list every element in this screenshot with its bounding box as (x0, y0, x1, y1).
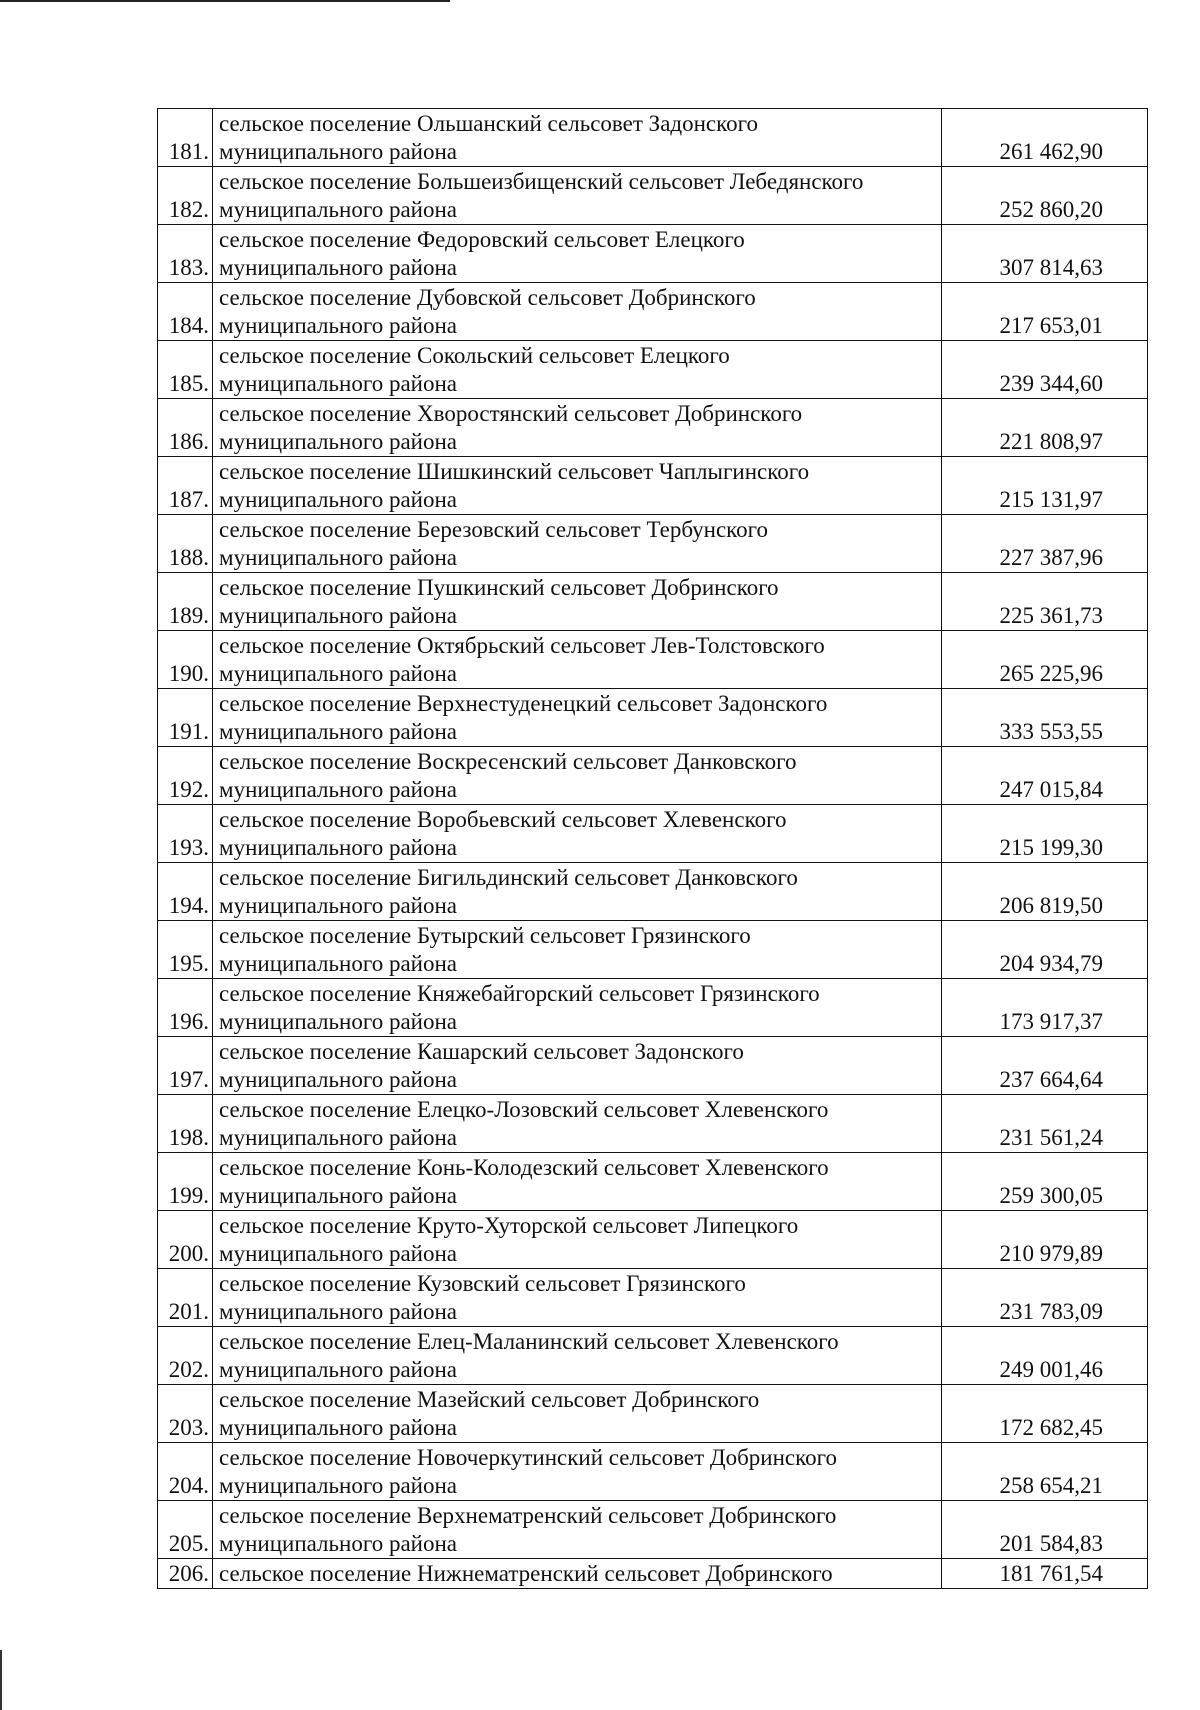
settlement-name (213, 1095, 942, 1153)
table-row (158, 1269, 1148, 1327)
table-row (158, 921, 1148, 979)
amount-value: 181 761,54 (941, 1559, 1147, 1589)
row-number: 196. (158, 979, 213, 1037)
table-row (158, 1385, 1148, 1443)
settlement-name-line-2: муниципального района (219, 1067, 457, 1092)
settlement-name-line-1: сельское поселение Пушкинский сельсовет Добринского (219, 575, 779, 600)
settlement-name-line-1: сельское поселение Воробьевский сельсовет Хлевенского (219, 807, 787, 832)
settlement-name (213, 1385, 942, 1443)
settlement-name-line-2: муниципального района (219, 661, 457, 686)
settlement-name-line-1: сельское поселение Бигильдинский сельсовет Данковского (219, 865, 798, 890)
amount-value: 265 225,96 (941, 631, 1147, 689)
row-number: 185. (158, 341, 213, 399)
settlement-name-line-2: муниципального района (219, 313, 457, 338)
settlement-name-line-2: муниципального района (219, 777, 457, 802)
settlement-name-line-2: муниципального района (219, 139, 457, 164)
settlement-name-line-1: сельское поселение Сокольский сельсовет Елецкого (219, 343, 730, 368)
table-row (158, 1037, 1148, 1095)
row-number: 191. (158, 689, 213, 747)
settlement-name-line-2: муниципального района (219, 1299, 457, 1324)
settlement-name-line-2: муниципального района (219, 1241, 457, 1266)
settlement-name-line-1: сельское поселение Дубовской сельсовет Добринского (219, 285, 756, 310)
row-number: 202. (158, 1327, 213, 1385)
settlement-name-line-1: сельское поселение Нижнематренский сельсовет Добринского (219, 1561, 833, 1586)
settlement-name (213, 921, 942, 979)
row-number: 198. (158, 1095, 213, 1153)
settlement-name-line-1: сельское поселение Ольшанский сельсовет Задонского (219, 111, 758, 136)
settlement-name-line-1: сельское поселение Большеизбищенский сельсовет Лебедянского (219, 169, 864, 194)
settlement-name (213, 167, 942, 225)
table-row (158, 1327, 1148, 1385)
scan-edge-left-mark (0, 1650, 2, 1710)
amount-value: 249 001,46 (941, 1327, 1147, 1385)
settlement-name (213, 1269, 942, 1327)
row-number: 204. (158, 1443, 213, 1501)
table-row (158, 631, 1148, 689)
amount-value: 258 654,21 (941, 1443, 1147, 1501)
table-row (158, 399, 1148, 457)
settlement-name-line-1: сельское поселение Конь-Колодезский сельсовет Хлевенского (219, 1155, 829, 1180)
row-number: 190. (158, 631, 213, 689)
settlement-name-line-2: муниципального района (219, 1125, 457, 1150)
settlement-name-line-2: муниципального района (219, 197, 457, 222)
amount-value: 204 934,79 (941, 921, 1147, 979)
table-body (158, 109, 1148, 1589)
settlement-name (213, 225, 942, 283)
settlement-name-line-1: сельское поселение Елец-Маланинский сельсовет Хлевенского (219, 1329, 839, 1354)
settlement-name-line-1: сельское поселение Шишкинский сельсовет Чаплыгинского (219, 459, 810, 484)
row-number: 206. (158, 1559, 213, 1589)
amount-value: 172 682,45 (941, 1385, 1147, 1443)
settlement-name (213, 1211, 942, 1269)
amount-value: 210 979,89 (941, 1211, 1147, 1269)
table-row (158, 805, 1148, 863)
settlement-name-line-2: муниципального района (219, 1531, 457, 1556)
settlement-name (213, 689, 942, 747)
settlement-name-line-1: сельское поселение Воскресенский сельсовет Данковского (219, 749, 797, 774)
table-row (158, 573, 1148, 631)
table-row (158, 1559, 1148, 1589)
row-number: 183. (158, 225, 213, 283)
settlement-name-line-1: сельское поселение Круто-Хуторской сельсовет Липецкого (219, 1213, 799, 1238)
amount-value: 221 808,97 (941, 399, 1147, 457)
row-number: 201. (158, 1269, 213, 1327)
table-row (158, 109, 1148, 167)
amount-value: 247 015,84 (941, 747, 1147, 805)
settlement-name-line-1: сельское поселение Октябрьский сельсовет Лев-Толстовского (219, 633, 825, 658)
row-number: 186. (158, 399, 213, 457)
settlement-name (213, 747, 942, 805)
settlement-name (213, 1501, 942, 1559)
amount-value: 237 664,64 (941, 1037, 1147, 1095)
settlement-name-line-2: муниципального района (219, 545, 457, 570)
settlement-name-line-1: сельское поселение Кашарский сельсовет Задонского (219, 1039, 744, 1064)
settlement-name-line-1: сельское поселение Верхнематренский сельсовет Добринского (219, 1503, 837, 1528)
row-number: 195. (158, 921, 213, 979)
settlement-name-line-2: муниципального района (219, 1415, 457, 1440)
settlement-name-line-2: муниципального района (219, 371, 457, 396)
row-number: 188. (158, 515, 213, 573)
settlement-name (213, 109, 942, 167)
settlement-name-line-2: муниципального района (219, 719, 457, 744)
settlement-name-line-1: сельское поселение Федоровский сельсовет Елецкого (219, 227, 745, 252)
settlement-name (213, 283, 942, 341)
amount-value: 231 561,24 (941, 1095, 1147, 1153)
settlement-name (213, 1327, 942, 1385)
table-row (158, 1211, 1148, 1269)
settlement-name (213, 1559, 942, 1589)
row-number: 193. (158, 805, 213, 863)
settlement-name-line-2: муниципального района (219, 255, 457, 280)
amount-value: 307 814,63 (941, 225, 1147, 283)
table-row (158, 1153, 1148, 1211)
settlement-name-line-2: муниципального района (219, 487, 457, 512)
table-row (158, 283, 1148, 341)
row-number: 203. (158, 1385, 213, 1443)
settlement-name-line-1: сельское поселение Мазейский сельсовет Добринского (219, 1387, 760, 1412)
row-number: 189. (158, 573, 213, 631)
amount-value: 173 917,37 (941, 979, 1147, 1037)
table-row (158, 747, 1148, 805)
settlement-name-line-2: муниципального района (219, 1009, 457, 1034)
settlement-name (213, 631, 942, 689)
settlement-name (213, 457, 942, 515)
amount-value: 333 553,55 (941, 689, 1147, 747)
table-row (158, 167, 1148, 225)
row-number: 199. (158, 1153, 213, 1211)
amount-value: 227 387,96 (941, 515, 1147, 573)
settlement-name-line-1: сельское поселение Бутырский сельсовет Грязинского (219, 923, 751, 948)
amount-value: 217 653,01 (941, 283, 1147, 341)
settlement-name-line-1: сельское поселение Новочеркутинский сельсовет Добринского (219, 1445, 837, 1470)
table-row (158, 979, 1148, 1037)
settlement-name-line-2: муниципального района (219, 951, 457, 976)
table-row (158, 689, 1148, 747)
amount-value: 201 584,83 (941, 1501, 1147, 1559)
amount-value: 215 199,30 (941, 805, 1147, 863)
settlement-name-line-1: сельское поселение Березовский сельсовет Тербунского (219, 517, 769, 542)
scan-edge-top-line (0, 0, 450, 2)
table-row (158, 457, 1148, 515)
row-number: 181. (158, 109, 213, 167)
settlement-name-line-1: сельское поселение Верхнестуденецкий сельсовет Задонского (219, 691, 828, 716)
settlement-name-line-2: муниципального района (219, 835, 457, 860)
settlement-name (213, 1037, 942, 1095)
row-number: 197. (158, 1037, 213, 1095)
table-row (158, 341, 1148, 399)
row-number: 192. (158, 747, 213, 805)
amount-value: 225 361,73 (941, 573, 1147, 631)
settlement-name (213, 515, 942, 573)
amount-value: 252 860,20 (941, 167, 1147, 225)
settlement-name-line-2: муниципального района (219, 1473, 457, 1498)
amount-value: 259 300,05 (941, 1153, 1147, 1211)
settlement-name (213, 399, 942, 457)
row-number: 187. (158, 457, 213, 515)
table-row (158, 863, 1148, 921)
row-number: 200. (158, 1211, 213, 1269)
settlement-name-line-2: муниципального района (219, 429, 457, 454)
amount-value: 215 131,97 (941, 457, 1147, 515)
settlement-name (213, 1443, 942, 1501)
settlement-name-line-1: сельское поселение Кузовский сельсовет Грязинского (219, 1271, 746, 1296)
amount-value: 206 819,50 (941, 863, 1147, 921)
table-row (158, 1443, 1148, 1501)
settlement-name-line-2: муниципального района (219, 603, 457, 628)
settlement-name-line-2: муниципального района (219, 1183, 457, 1208)
settlement-name-line-1: сельское поселение Елецко-Лозовский сельсовет Хлевенского (219, 1097, 829, 1122)
row-number: 184. (158, 283, 213, 341)
row-number: 194. (158, 863, 213, 921)
amount-value: 261 462,90 (941, 109, 1147, 167)
settlement-name (213, 1153, 942, 1211)
table-row (158, 1501, 1148, 1559)
settlement-name (213, 979, 942, 1037)
settlements-amount-table (157, 108, 1148, 1589)
settlement-name-line-1: сельское поселение Княжебайгорский сельсовет Грязинского (219, 981, 820, 1006)
settlement-name (213, 805, 942, 863)
settlement-name (213, 341, 942, 399)
table-row (158, 225, 1148, 283)
settlement-name (213, 573, 942, 631)
settlement-name-line-2: муниципального района (219, 1357, 457, 1382)
amount-value: 231 783,09 (941, 1269, 1147, 1327)
table-row (158, 515, 1148, 573)
row-number: 182. (158, 167, 213, 225)
settlement-name-line-1: сельское поселение Хворостянский сельсовет Добринского (219, 401, 803, 426)
settlement-name-line-2: муниципального района (219, 893, 457, 918)
settlement-name (213, 863, 942, 921)
amount-value: 239 344,60 (941, 341, 1147, 399)
table-row (158, 1095, 1148, 1153)
row-number: 205. (158, 1501, 213, 1559)
